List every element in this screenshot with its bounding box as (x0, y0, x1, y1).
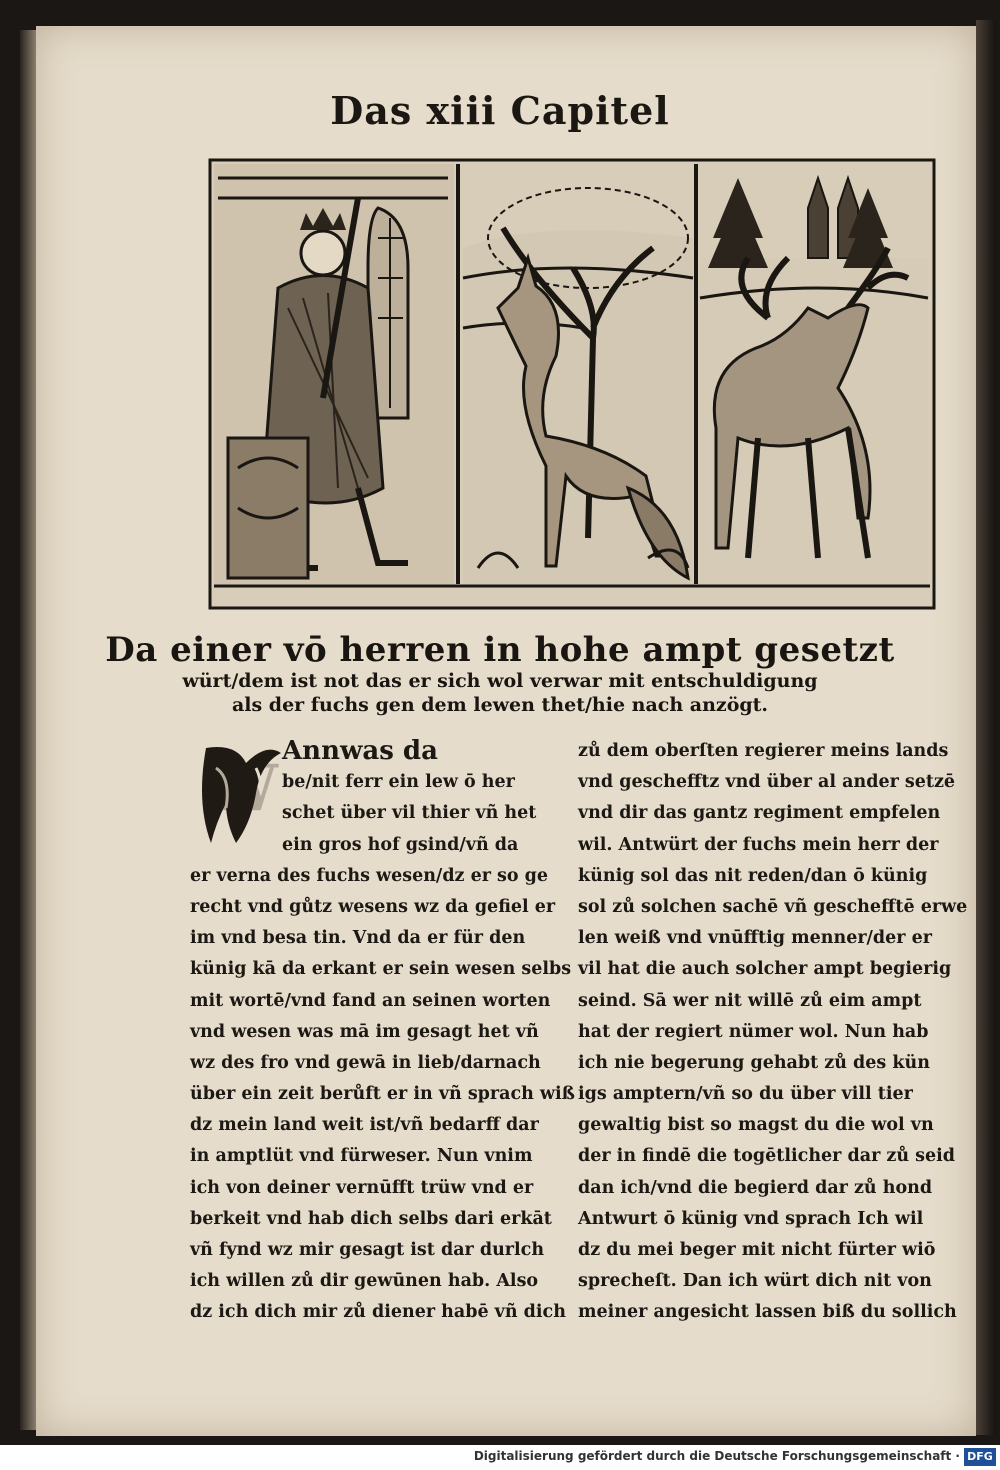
text-line: zů dem oberſten regierer meins lands (578, 741, 949, 761)
text-line: ich willen zů dir gewūnen hab. Also (190, 1271, 539, 1292)
text-line: der in findē die togētlicher dar zů seid (578, 1146, 956, 1167)
text-line: gewaltig bist so magst du die wol vn (578, 1115, 934, 1136)
text-line: im vnd besa tin. Vnd da er für den (190, 928, 526, 949)
text-line: recht vnd gůtz wesens wz da gefiel er (190, 896, 556, 917)
left-column (190, 736, 575, 1329)
initial-letter: W (206, 751, 278, 826)
text-line: künig sol das nit reden/dan ō künig (578, 865, 928, 886)
text-line: vnd wesen was mā im gesagt het vñ (190, 1021, 539, 1042)
text-line: über ein zeit berůft er in vñ sprach wiß (190, 1084, 575, 1105)
text-line: wz des fro vnd gewā in lieb/darnach (190, 1052, 541, 1073)
text-line: berkeit vnd hab dich selbs dari erkāt (190, 1208, 552, 1229)
text-line: sprecheſt. Dan ich würt dich nit von (578, 1271, 932, 1292)
funding-credit: Digitalisierung gefördert durch die Deutsche Forschungsgemeinschaft · (473, 1449, 960, 1463)
text-line: schet über vil thier vñ het (282, 803, 537, 824)
text-line: vñ fynd wz mir gesagt ist dar durlch (190, 1240, 545, 1260)
section-title-line-3: als der fuchs gen dem lewen thet/hie nach anzögt. (231, 694, 769, 716)
text-line: Antwurt ō künig vnd sprach Ich wil (578, 1208, 924, 1229)
right-column (578, 736, 968, 1329)
text-line: dz ich dich mir zů diener habē vñ dich (190, 1302, 566, 1323)
text-line: dan ich/vnd die begierd dar zů hond (578, 1177, 933, 1198)
text-line: len weiß vnd vnūfftig menner/der er (578, 928, 932, 949)
dfg-logo[interactable]: DFG (964, 1448, 996, 1466)
king-panel (214, 164, 454, 584)
text-line: vnd dir das gantz regiment empfelen (578, 803, 941, 824)
text-line: seind. Sā wer nit willē zů eim ampt (578, 990, 922, 1011)
text-line: sol zů solchen sachē vñ geschefftē erwe (578, 896, 968, 917)
text-line: meiner angesicht lassen biß du sollich (578, 1302, 957, 1323)
text-line: Annwas da (282, 736, 438, 766)
text-line: wil. Antwürt der fuchs mein herr der (578, 834, 939, 855)
footer-bar (0, 1445, 1000, 1470)
section-title-line-1: Da einer vō herren in hohe ampt gesetzt (105, 630, 895, 670)
text-line: be/nit ferr ein lew ō her (282, 772, 515, 793)
text-line: mit wortē/vnd fand an seinen worten (190, 990, 551, 1011)
fox-panel (463, 188, 693, 584)
section-title-line-2: würt/dem ist not das er sich wol verwar mit entschuldigung (182, 670, 818, 692)
text-line: ich nie begerung gehabt zů des kün (578, 1052, 930, 1073)
chapter-heading: Das xiii Capitel (330, 88, 670, 133)
text-line: vnd geschefftz vnd über al ander setzē (578, 772, 956, 793)
text-line: dz mein land weit ist/vñ bedarff dar (190, 1115, 539, 1136)
text-line: in amptlüt vnd fürweser. Nun vnim (190, 1146, 533, 1167)
text-line: igs amptern/vñ so du über vill tier (578, 1084, 913, 1105)
text-line: er verna des fuchs wesen/dz er so ge (190, 865, 549, 886)
page-edge (976, 20, 996, 1435)
text-line: vil hat die auch solcher ampt begierig (578, 959, 952, 980)
book-gutter (20, 30, 36, 1430)
text-line: künig kā da erkant er sein wesen selbs (190, 959, 572, 980)
woodcut-illustration (208, 158, 936, 610)
text-line: ein gros hof gsind/vñ da (282, 834, 519, 855)
text-line: ich von deiner vernūfft trüw vnd er (190, 1177, 534, 1198)
text-line: dz du mei beger mit nicht fürter wiō (578, 1240, 936, 1260)
text-line: hat der regiert nümer wol. Nun hab (578, 1021, 929, 1042)
